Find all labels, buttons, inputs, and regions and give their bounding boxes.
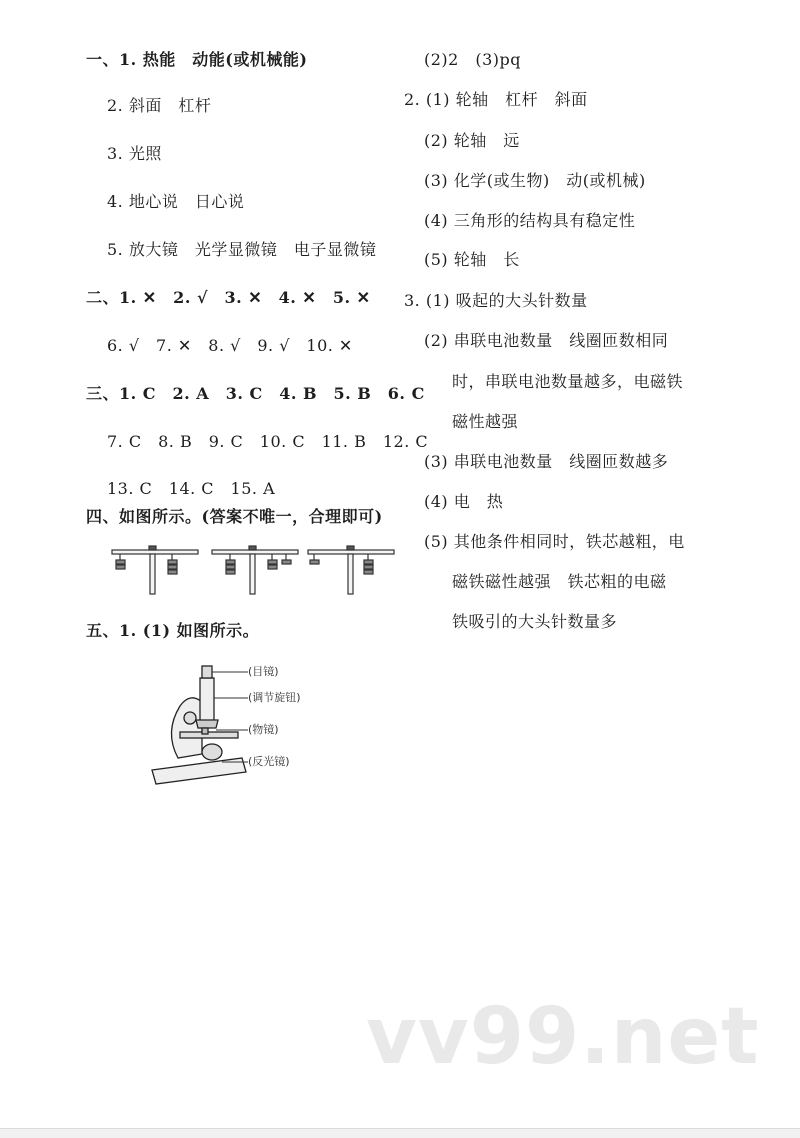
lever-1-post <box>150 554 155 594</box>
s1-q5: 5. 放大镜 光学显微镜 电子显微镜 <box>107 240 377 259</box>
r-q2-2: (2) 轮轴 远 <box>424 131 520 150</box>
microscope-mirror <box>202 744 222 760</box>
watermark: vv99.net <box>366 992 760 1082</box>
microscope-figure <box>150 662 320 788</box>
label-knob: (调节旋钮) <box>248 691 301 704</box>
r-q2-5: (5) 轮轴 长 <box>424 250 520 269</box>
microscope-knob <box>184 712 196 724</box>
r-q2-4: (4) 三角形的结构具有稳定性 <box>424 211 636 230</box>
microscope-eyepiece <box>202 666 212 678</box>
s3-row2: 7. C 8. B 9. C 10. C 11. B 12. C <box>107 432 429 451</box>
r-q3-3: (3) 串联电池数量 线圈匝数越多 <box>424 452 669 471</box>
s1-q3: 3. 光照 <box>107 144 162 163</box>
r-q3-5b: 磁铁磁性越强 铁芯粗的电磁 <box>452 572 667 591</box>
r-q3-4: (4) 电 热 <box>424 492 504 511</box>
s5-text: 五、1. (1) 如图所示。 <box>86 621 260 640</box>
label-mirror: (反光镜) <box>248 755 290 768</box>
s1-q2: 2. 斜面 杠杆 <box>107 96 212 115</box>
s3-row3: 13. C 14. C 15. A <box>107 479 276 498</box>
r-q3-2b: 时，串联电池数量越多，电磁铁 <box>452 372 684 391</box>
lever-figures <box>106 540 396 598</box>
s4-text: 四、如图所示。(答案不唯一，合理即可) <box>86 507 383 526</box>
label-eyepiece: (目镜) <box>248 665 279 678</box>
r-q2-1: 2. (1) 轮轴 杠杆 斜面 <box>404 90 588 109</box>
s1-q1: 一、1. 热能 动能(或机械能) <box>86 50 308 69</box>
microscope-stage <box>180 732 238 738</box>
r-q3-2c: 磁性越强 <box>452 412 519 431</box>
r-q3-5c: 铁吸引的大头针数量多 <box>452 612 618 631</box>
r-q3-2a: (2) 串联电池数量 线圈匝数相同 <box>424 331 669 350</box>
microscope-tube <box>200 678 214 722</box>
r-q2-3: (3) 化学(或生物) 动(或机械) <box>424 171 646 190</box>
s2-row2: 6. √ 7. ✕ 8. √ 9. √ 10. ✕ <box>107 336 353 355</box>
s3-row1: 三、1. C 2. A 3. C 4. B 5. B 6. C <box>86 384 425 403</box>
label-objective: (物镜) <box>248 723 279 736</box>
r-line1: (2)2 (3)pq <box>424 50 521 69</box>
r-q3-5a: (5) 其他条件相同时，铁芯越粗，电 <box>424 532 685 551</box>
r-q3-1: 3. (1) 吸起的大头针数量 <box>404 291 588 310</box>
s1-q4: 4. 地心说 日心说 <box>107 192 245 211</box>
s2-row1: 二、1. ✕ 2. √ 3. ✕ 4. ✕ 5. ✕ <box>86 288 371 307</box>
